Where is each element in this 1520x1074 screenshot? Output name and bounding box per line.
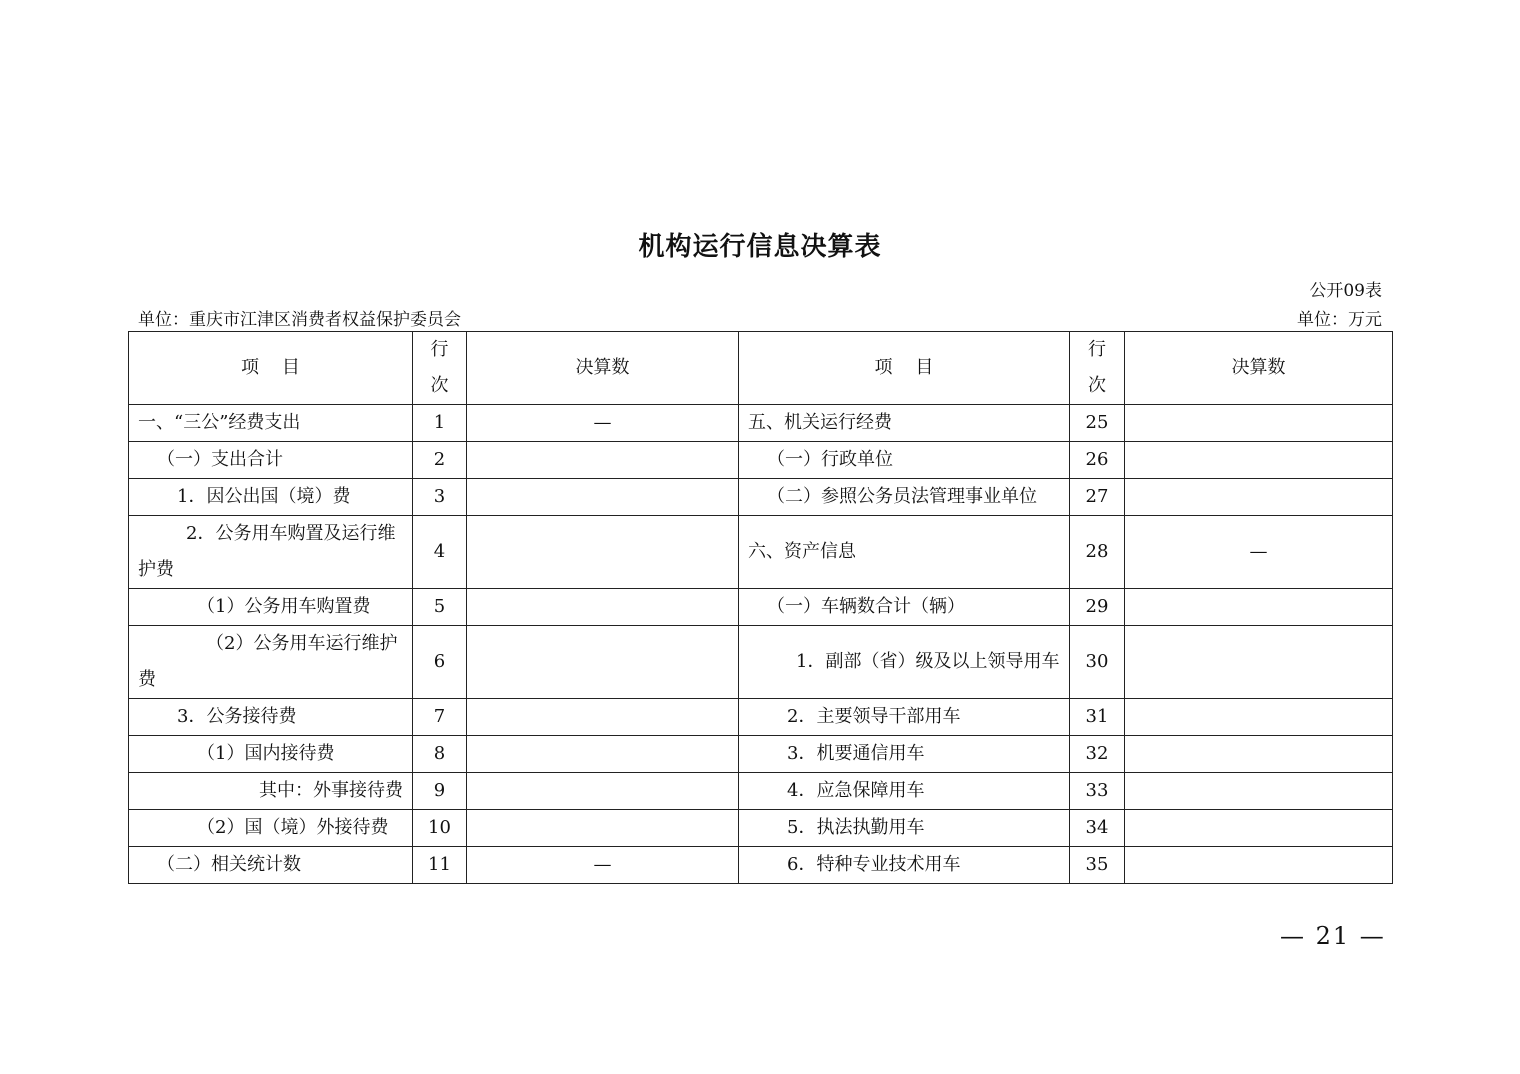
row-line: 4 bbox=[413, 516, 467, 589]
table-row bbox=[129, 516, 1393, 589]
row-amount bbox=[467, 810, 739, 847]
row-label: 1．副部（省）级及以上领导用车 bbox=[739, 626, 1070, 699]
row-amount bbox=[1125, 699, 1393, 736]
row-label: 一、“三公”经费支出 bbox=[129, 405, 413, 442]
row-label: （一）行政单位 bbox=[739, 442, 1070, 479]
header-line-bottom: 次 bbox=[1088, 375, 1106, 396]
form-number: 公开09表 bbox=[1309, 281, 1382, 301]
row-line: 8 bbox=[413, 736, 467, 773]
row-label: 六、资产信息 bbox=[739, 516, 1070, 589]
row-line: 11 bbox=[413, 847, 467, 884]
row-amount bbox=[467, 699, 739, 736]
table-row bbox=[129, 626, 1393, 699]
row-line: 26 bbox=[1070, 442, 1125, 479]
row-line: 9 bbox=[413, 773, 467, 810]
header-line-bottom: 次 bbox=[430, 375, 449, 396]
header-line-left bbox=[413, 332, 467, 405]
row-amount bbox=[467, 479, 739, 516]
row-line: 31 bbox=[1070, 699, 1125, 736]
table-row bbox=[129, 589, 1393, 626]
row-label: 5．执法执勤用车 bbox=[739, 810, 1070, 847]
table-header-row bbox=[129, 332, 1393, 405]
row-line: 34 bbox=[1070, 810, 1125, 847]
row-line: 35 bbox=[1070, 847, 1125, 884]
table-row bbox=[129, 773, 1393, 810]
unit-name: 单位：重庆市江津区消费者权益保护委员会 bbox=[138, 310, 461, 330]
table-row bbox=[129, 810, 1393, 847]
row-label: 2．主要领导干部用车 bbox=[739, 699, 1070, 736]
header-item-left: 项 目 bbox=[129, 332, 413, 405]
row-line: 6 bbox=[413, 626, 467, 699]
row-line: 30 bbox=[1070, 626, 1125, 699]
row-amount: — bbox=[467, 847, 739, 884]
row-line: 3 bbox=[413, 479, 467, 516]
row-label: （一）车辆数合计（辆） bbox=[739, 589, 1070, 626]
header-line-top: 行 bbox=[1088, 339, 1106, 360]
row-amount bbox=[467, 736, 739, 773]
row-line: 33 bbox=[1070, 773, 1125, 810]
row-label: 6．特种专业技术用车 bbox=[739, 847, 1070, 884]
row-label: （二）参照公务员法管理事业单位 bbox=[739, 479, 1070, 516]
row-line: 25 bbox=[1070, 405, 1125, 442]
header-amount-left: 决算数 bbox=[467, 332, 739, 405]
row-line: 28 bbox=[1070, 516, 1125, 589]
table-row bbox=[129, 479, 1393, 516]
row-line: 7 bbox=[413, 699, 467, 736]
row-amount bbox=[1125, 810, 1393, 847]
row-label: （2）公务用车运行维护费 bbox=[129, 626, 413, 699]
table-row bbox=[129, 736, 1393, 773]
row-amount bbox=[1125, 479, 1393, 516]
row-label: 五、机关运行经费 bbox=[739, 405, 1070, 442]
row-amount bbox=[1125, 847, 1393, 884]
row-amount bbox=[1125, 405, 1393, 442]
page-title: 机构运行信息决算表 bbox=[638, 232, 882, 262]
row-line: 29 bbox=[1070, 589, 1125, 626]
row-amount bbox=[467, 626, 739, 699]
row-line: 10 bbox=[413, 810, 467, 847]
page-number: — 21 — bbox=[1280, 922, 1386, 950]
table-row bbox=[129, 699, 1393, 736]
row-amount bbox=[1125, 736, 1393, 773]
row-line: 5 bbox=[413, 589, 467, 626]
row-line: 27 bbox=[1070, 479, 1125, 516]
row-label: （1）国内接待费 bbox=[129, 736, 413, 773]
row-amount bbox=[467, 773, 739, 810]
row-label: （1）公务用车购置费 bbox=[129, 589, 413, 626]
row-amount bbox=[1125, 589, 1393, 626]
row-line: 1 bbox=[413, 405, 467, 442]
row-line: 2 bbox=[413, 442, 467, 479]
table-row bbox=[129, 442, 1393, 479]
row-label: 1．因公出国（境）费 bbox=[129, 479, 413, 516]
row-amount bbox=[467, 442, 739, 479]
row-label: 4．应急保障用车 bbox=[739, 773, 1070, 810]
row-label: 3．公务接待费 bbox=[129, 699, 413, 736]
unit-measure: 单位：万元 bbox=[1297, 310, 1382, 330]
row-amount: — bbox=[467, 405, 739, 442]
header-amount-right: 决算数 bbox=[1125, 332, 1393, 405]
header-item-right: 项 目 bbox=[739, 332, 1070, 405]
row-label: （二）相关统计数 bbox=[129, 847, 413, 884]
row-label: 3．机要通信用车 bbox=[739, 736, 1070, 773]
row-amount bbox=[1125, 773, 1393, 810]
row-label: 2．公务用车购置及运行维护费 bbox=[129, 516, 413, 589]
row-label: （2）国（境）外接待费 bbox=[129, 810, 413, 847]
row-amount bbox=[467, 589, 739, 626]
header-line-top: 行 bbox=[430, 339, 449, 360]
row-label: 其中：外事接待费 bbox=[129, 773, 413, 810]
row-label: （一）支出合计 bbox=[129, 442, 413, 479]
row-amount bbox=[1125, 442, 1393, 479]
header-line-right bbox=[1070, 332, 1125, 405]
table-row bbox=[129, 405, 1393, 442]
row-amount bbox=[1125, 626, 1393, 699]
row-amount bbox=[467, 516, 739, 589]
row-line: 32 bbox=[1070, 736, 1125, 773]
row-amount: — bbox=[1125, 516, 1393, 589]
report-table bbox=[128, 331, 1393, 884]
table-row bbox=[129, 847, 1393, 884]
